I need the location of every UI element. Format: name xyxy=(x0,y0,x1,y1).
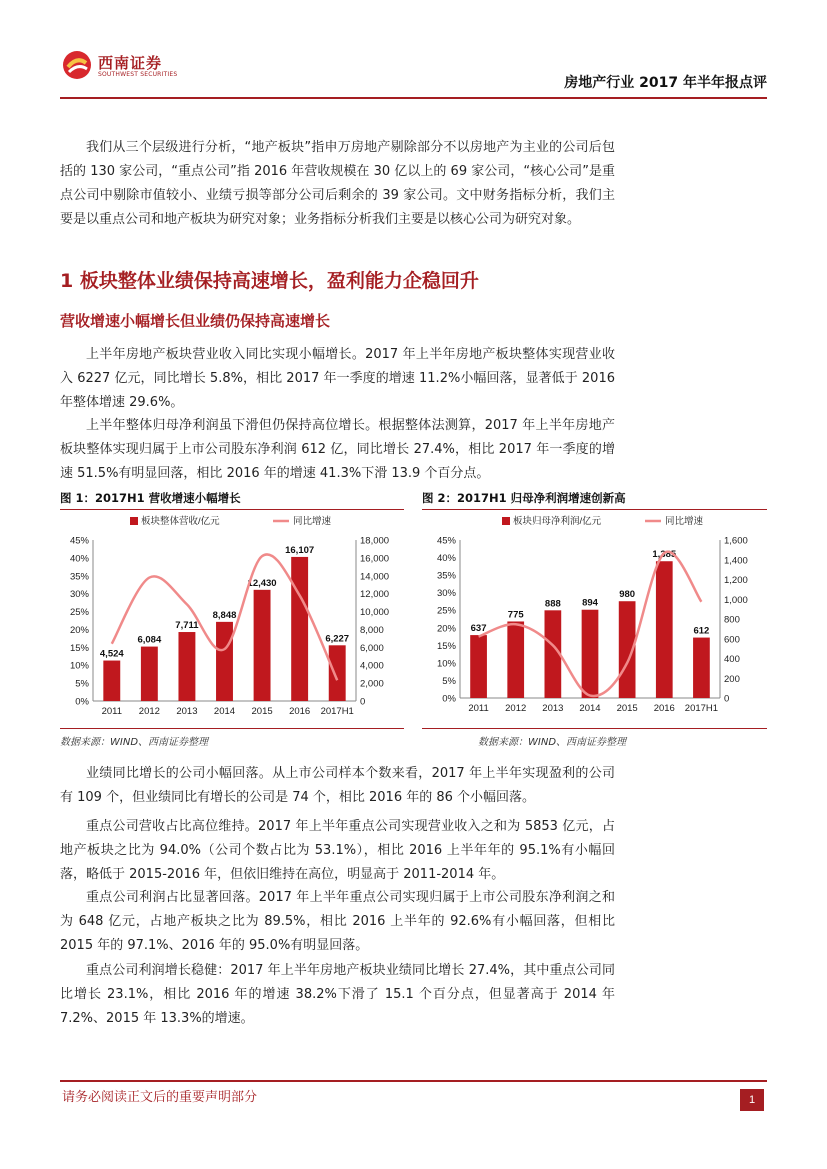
bar-value-label: 612 xyxy=(693,625,710,637)
left-axis-tick-label: 40% xyxy=(436,553,456,565)
bar-value-label: 637 xyxy=(470,623,487,635)
x-axis-tick-label: 2013 xyxy=(176,706,198,717)
bar-2015 xyxy=(254,590,271,701)
left-axis-tick-label: 45% xyxy=(436,535,456,547)
figure-1-source: 数据来源：WIND、西南证券整理 xyxy=(60,737,209,748)
bar-value-label: 7,711 xyxy=(175,620,199,632)
left-axis-tick-label: 30% xyxy=(436,588,456,600)
left-axis-tick-label: 0% xyxy=(442,693,456,705)
bar-2014 xyxy=(582,610,599,698)
left-axis-tick-label: 35% xyxy=(69,571,89,583)
x-axis-tick-label: 2016 xyxy=(289,706,311,717)
company-logo xyxy=(62,48,182,84)
right-axis-tick-label: 2,000 xyxy=(360,678,384,690)
bar-value-label: 6,227 xyxy=(325,633,350,645)
right-axis-tick-label: 0 xyxy=(360,696,366,708)
footer-disclaimer: 请务必阅读正文后的重要声明部分 xyxy=(62,1090,258,1105)
bar-2017H1 xyxy=(693,638,710,698)
figure-1-top-rule xyxy=(60,509,404,510)
logo-english-text: SOUTHWEST SECURITIES xyxy=(98,71,178,78)
right-axis-tick-label: 400 xyxy=(724,654,740,665)
x-axis-tick-label: 2017H1 xyxy=(320,706,354,717)
x-axis-tick-label: 2015 xyxy=(251,706,273,717)
right-axis-tick-label: 18,000 xyxy=(360,535,390,547)
bar-value-label: 980 xyxy=(619,589,636,601)
figure-1-bottom-rule xyxy=(60,728,404,729)
bar-value-label: 12,430 xyxy=(247,577,277,589)
bar-value-label: 894 xyxy=(582,597,598,609)
x-axis-tick-label: 2011 xyxy=(101,706,123,717)
figure-2-top-rule xyxy=(422,509,767,510)
x-axis-tick-label: 2011 xyxy=(468,703,489,714)
left-axis-tick-label: 15% xyxy=(436,640,456,652)
bar-value-label: 8,848 xyxy=(212,609,237,621)
legend-line-label: 同比增速 xyxy=(293,516,332,527)
left-axis-tick-label: 20% xyxy=(69,624,89,636)
paragraph-profit-growth: 重点公司利润增长稳健：2017 年上半年房地产板块业绩同比增长 27.4%，其中重点公司同比增长 23.1%，相比 2016 年的增速 38.2%下滑了 15.1 个百分点，但显著高于 2014 年 7.2%、2015 年 13.3%的增速。 xyxy=(60,963,615,1026)
x-axis-tick-label: 2013 xyxy=(542,703,564,714)
left-axis-tick-label: 10% xyxy=(436,658,456,670)
bar-2016 xyxy=(656,561,673,698)
right-axis-tick-label: 8,000 xyxy=(360,624,384,636)
bar-2017H1 xyxy=(329,645,346,701)
bar-2011 xyxy=(470,635,487,698)
left-axis-tick-label: 5% xyxy=(75,678,89,690)
bar-value-label: 888 xyxy=(544,598,561,610)
bar-value-label: 16,107 xyxy=(285,544,315,556)
left-axis-tick-label: 25% xyxy=(69,607,89,619)
page-number: 1 xyxy=(740,1089,764,1111)
right-axis-tick-label: 1,600 xyxy=(724,535,748,547)
legend-bar-label: 板块整体营收/亿元 xyxy=(141,516,220,527)
legend-bar-swatch xyxy=(502,517,510,525)
x-axis-tick-label: 2017H1 xyxy=(684,703,719,714)
bar-2012 xyxy=(507,621,524,698)
figure-2-title: 图 2：2017H1 归母净利润增速创新高 xyxy=(422,491,626,505)
x-axis-tick-label: 2014 xyxy=(579,703,601,714)
report-title: 房地产行业 2017 年半年报点评 xyxy=(564,75,767,91)
right-axis-tick-label: 1,200 xyxy=(724,575,748,586)
x-axis-tick-label: 2012 xyxy=(505,703,527,714)
logo-chinese-text: 西南证券 xyxy=(98,54,163,72)
bar-2012 xyxy=(141,647,158,701)
footer-divider xyxy=(60,1080,767,1082)
left-axis-tick-label: 35% xyxy=(436,570,456,582)
left-axis-tick-label: 25% xyxy=(436,605,456,617)
figure-1-title: 图 1：2017H1 营收增速小幅增长 xyxy=(60,491,241,505)
left-axis-tick-label: 30% xyxy=(69,589,89,601)
right-axis-tick-label: 1,400 xyxy=(724,555,748,567)
right-axis-tick-label: 10,000 xyxy=(360,607,390,619)
bar-2016 xyxy=(291,557,308,701)
x-axis-tick-label: 2015 xyxy=(616,703,638,714)
bar-value-label: 6,084 xyxy=(137,634,162,646)
bar-2014 xyxy=(216,622,233,701)
paragraph-profit: 上半年整体归母净利润虽下滑但仍保持高位增长。根据整体法测算，2017 年上半年房地产板块整体实现归属于上市公司股东净利润 612 亿，同比增长 27.4%，相比 2017 年一季度的增速 51.5%有明显回落，相比 2016 年的增速 41.3%下滑 13.9 个百分点。 xyxy=(60,418,615,481)
bar-value-label: 775 xyxy=(507,609,524,621)
bar-value-label: 1,385 xyxy=(652,549,677,561)
right-axis-tick-label: 16,000 xyxy=(360,553,390,565)
paragraph-profit-share: 重点公司利润占比显著回落。2017 年上半年重点公司实现归属于上市公司股东净利润之和为 648 亿元，占地产板块之比为 89.5%，相比 2016 上半年的 92.6%有小幅回落，但相比 2015 年的 97.1%、2016 年的 95.0%有明显回落。 xyxy=(60,890,615,953)
legend-line-label: 同比增速 xyxy=(665,516,704,527)
left-axis-tick-label: 40% xyxy=(69,553,89,565)
left-axis-tick-label: 15% xyxy=(69,642,89,654)
header-divider xyxy=(60,97,767,99)
right-axis-tick-label: 4,000 xyxy=(360,660,384,672)
x-axis-tick-label: 2016 xyxy=(653,703,675,714)
figure-2-source: 数据来源：WIND、西南证券整理 xyxy=(478,737,627,748)
x-axis-tick-label: 2014 xyxy=(213,706,236,717)
x-axis-tick-label: 2012 xyxy=(138,706,160,717)
bar-value-label: 4,524 xyxy=(99,648,124,660)
right-axis-tick-label: 12,000 xyxy=(360,589,390,601)
logo-emblem-icon xyxy=(62,50,92,80)
left-axis-tick-label: 20% xyxy=(436,623,456,635)
section-heading: 1 板块整体业绩保持高速增长，盈利能力企稳回升 xyxy=(60,270,479,292)
legend-bar-swatch xyxy=(130,517,138,525)
right-axis-tick-label: 600 xyxy=(724,634,740,646)
bar-2011 xyxy=(103,661,120,701)
right-axis-tick-label: 6,000 xyxy=(360,642,384,654)
figure-1-chart xyxy=(60,512,405,727)
right-axis-tick-label: 1,000 xyxy=(724,594,748,606)
left-axis-tick-label: 5% xyxy=(442,675,456,687)
subsection-heading: 营收增速小幅增长但业绩仍保持高速增长 xyxy=(60,312,331,330)
figure-2-bottom-rule xyxy=(422,728,767,729)
left-axis-tick-label: 10% xyxy=(69,660,89,672)
bar-2013 xyxy=(178,632,195,701)
right-axis-tick-label: 14,000 xyxy=(360,571,390,583)
figure-2-chart xyxy=(422,512,767,727)
right-axis-tick-label: 800 xyxy=(724,614,740,626)
paragraph-revenue-share: 重点公司营收占比高位维持。2017 年上半年重点公司实现营业收入之和为 5853 亿元，占地产板块之比为 94.0%（公司个数占比为 53.1%），相比 2016 上半年年的 95.1%有小幅回落，略低于 2015-2016 年，但依旧维持在高位，明显高于 2011-2014 年。 xyxy=(60,819,615,882)
left-axis-tick-label: 0% xyxy=(75,696,89,708)
right-axis-tick-label: 0 xyxy=(724,693,730,705)
intro-paragraph: 我们从三个层级进行分析，“地产板块”指申万房地产剔除部分不以房地产为主业的公司后包括的 130 家公司，“重点公司”指 2016 年营收规模在 30 亿以上的 69 家公司，“核心公司”是重点公司中剔除市值较小、业绩亏损等部分公司后剩余的 39 家公司。文中财务指标分析，我们主要是以重点公司和地产板块为研究对象；业务指标分析我们主要是以核心公司为研究对象。 xyxy=(60,140,615,227)
paragraph-growth-companies: 业绩同比增长的公司小幅回落。从上市公司样本个数来看，2017 年上半年实现盈利的公司有 109 个，但业绩同比有增长的公司是 74 个，相比 2016 年的 86 个小幅回落。 xyxy=(60,766,615,805)
right-axis-tick-label: 200 xyxy=(724,673,740,685)
left-axis-tick-label: 45% xyxy=(69,535,89,547)
legend-bar-label: 板块归母净利润/亿元 xyxy=(513,516,602,527)
paragraph-revenue: 上半年房地产板块营业收入同比实现小幅增长。2017 年上半年房地产板块整体实现营业收入 6227 亿元，同比增长 5.8%，相比 2017 年一季度的增速 11.2%小幅回落，显著低于 2016 年整体增速 29.6%。 xyxy=(60,347,615,410)
